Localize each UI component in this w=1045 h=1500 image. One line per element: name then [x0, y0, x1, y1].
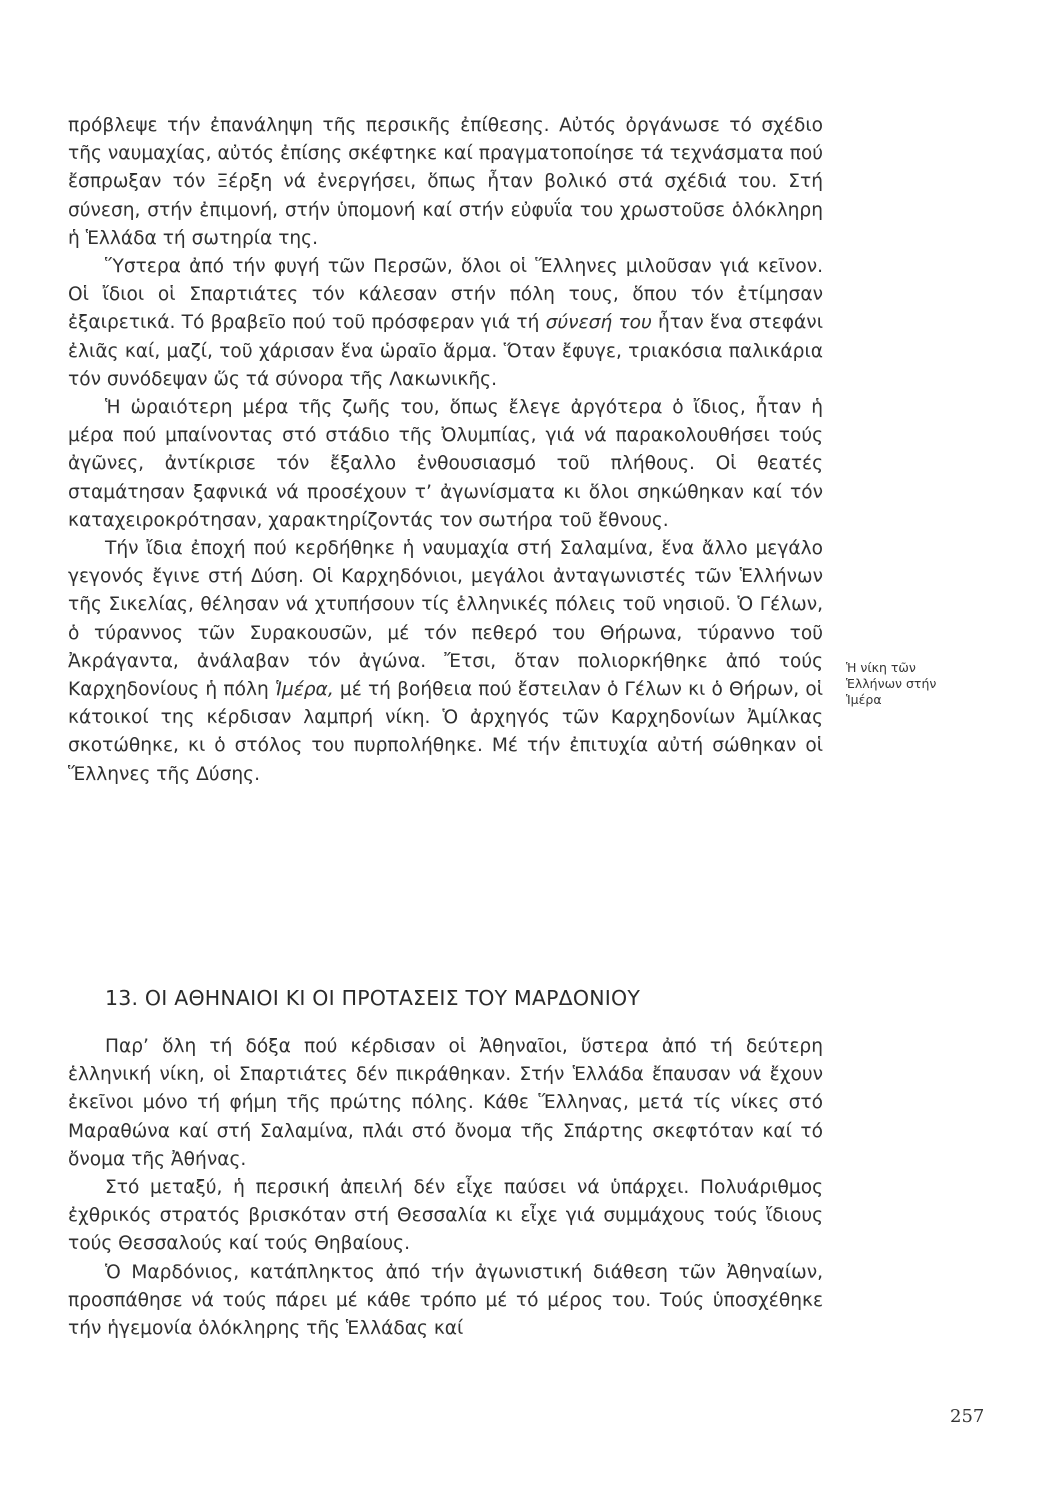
- paragraph-6: Στό μεταξύ, ἡ περσική ἀπειλή δέν εἶχε παύσει νά ὑπάρχει. Πολυάριθμος ἐχθρικός στρατός βρισκόταν στή Θεσσαλία κι εἶχε γιά συμμάχους τούς ἴδιους τούς Θεσσαλούς καί τούς Θηβαίους.: [68, 1177, 823, 1255]
- margin-note-line: Ἑλλήνων στήν: [846, 676, 937, 691]
- page-number: 257: [950, 1406, 985, 1427]
- emphasis-text: Ἱμέρα,: [274, 679, 334, 701]
- paragraph-2: Ὕστερα ἀπό τήν φυγή τῶν Περσῶν, ὅλοι οἱ Ἕλληνες μιλοῦσαν γιά κεῖνον. Οἱ ἴδιοι οἱ Σπαρτιάτες τόν κάλεσαν στήν πόλη τους, ὅπου τόν ἐτίμησαν ἐξαιρετικά. Τό βραβεῖο πού τοῦ πρόσφεραν γιά τή σύνεσή του ἦταν ἕνα στεφάνι ἐλιᾶς καί, μαζί, τοῦ χάρισαν ἕνα ὡραῖο ἅρμα. Ὅταν ἔφυγε, τριακόσια παλικάρια τόν συνόδεψαν ὥς τά σύνορα τῆς Λακωνικῆς.: [68, 256, 823, 390]
- margin-note-line: Ἱμέρα: [846, 692, 882, 707]
- paragraph-7: Ὁ Μαρδόνιος, κατάπληκτος ἀπό τήν ἀγωνιστική διάθεση τῶν Ἀθηναίων, προσπάθησε νά τούς πάρει μέ κάθε τρόπο μέ τό μέρος του. Τούς ὑποσχέθηκε τήν ἡγεμονία ὁλόκληρης τῆς Ἑλλάδας καί: [68, 1261, 823, 1340]
- emphasis-text: σύνεσή του: [545, 312, 652, 334]
- section-heading: 13. ΟΙ ΑΘΗΝΑΙΟΙ ΚΙ ΟΙ ΠΡΟΤΑΣΕΙΣ ΤΟΥ ΜΑΡΔΟΝΙΟΥ: [105, 986, 641, 1010]
- paragraph-4: Τήν ἴδια ἐποχή πού κερδήθηκε ἡ ναυμαχία στή Σαλαμίνα, ἕνα ἄλλο μεγάλο γεγονός ἔγινε στή Δύση. Οἱ Καρχηδόνιοι, μεγάλοι ἀνταγωνιστές τῶν Ἑλλήνων τῆς Σικελίας, θέλησαν νά χτυπήσουν τίς ἑλληνικές πόλεις τοῦ νησιοῦ. Ὁ Γέλων, ὁ τύραννος τῶν Συρακουσῶν, μέ τόν πεθερό του Θήρωνα, τύραννο τοῦ Ἀκράγαντα, ἀνάλαβαν τόν ἀγώνα. Ἔτσι, ὅταν πολιορκήθηκε ἀπό τούς Καρχηδονίους ἡ πόλη Ἱμέρα, μέ τή βοήθεια πού ἔστειλαν ὁ Γέλων κι ὁ Θήρων, οἱ κάτοικοί της κέρδισαν λαμπρή νίκη. Ὁ ἀρχηγός τῶν Καρχηδονίων Ἀμίλκας σκοτώθηκε, κι ὁ στόλος του πυρπολήθηκε. Μέ τήν ἐπιτυχία αὐτή σώθηκαν οἱ Ἕλληνες τῆς Δύσης.: [68, 538, 823, 785]
- paragraph-1: πρόβλεψε τήν ἐπανάληψη τῆς περσικῆς ἐπίθεσης. Αὐτός ὀργάνωσε τό σχέδιο τῆς ναυμαχίας, αὐτός ἐπίσης σκέφτηκε καί πραγματοποίησε τά τεχνάσματα πού ἔσπρωξαν τόν Ξέρξη νά ἐνεργήσει, ὅπως ἦταν βολικό στά σχέδιά του. Στή σύνεση, στήν ἐπιμονή, στήν ὑπομονή καί στήν εὐφυΐα του χρωστοῦσε ὁλόκληρη ἡ Ἑλλάδα τή σωτηρία της.: [68, 115, 823, 249]
- margin-note: [846, 660, 956, 708]
- main-text-bottom: [68, 1033, 823, 1343]
- paragraph-3: Ἡ ὡραιότερη μέρα τῆς ζωῆς του, ὅπως ἔλεγε ἀργότερα ὁ ἴδιος, ἦταν ἡ μέρα πού μπαίνοντας στό στάδιο τῆς Ὀλυμπίας, γιά νά παρακολουθήσει τούς ἀγῶνες, ἀντίκρισε τόν ἔξαλλο ἐνθουσιασμό τοῦ πλήθους. Οἱ θεατές σταμάτησαν ξαφνικά νά προσέχουν τ’ ἀγωνίσματα κι ὅλοι σηκώθηκαν καί τόν καταχειροκρότησαν, χαρακτηρίζοντάς τον σωτήρα τοῦ ἔθνους.: [68, 397, 823, 531]
- paragraph-5: Παρ’ ὅλη τή δόξα πού κέρδισαν οἱ Ἀθηναῖοι, ὕστερα ἀπό τή δεύτερη ἑλληνική νίκη, οἱ Σπαρτιάτες δέν πικράθηκαν. Στήν Ἑλλάδα ἔπαυσαν νά ἔχουν ἐκεῖνοι μόνο τή φήμη τῆς πρώτης πόλης. Κάθε Ἕλληνας, μετά τίς νίκες στό Μαραθώνα καί στή Σαλαμίνα, πλάι στό ὄνομα τῆς Σπάρτης σκεφτόταν καί τό ὄνομα τῆς Ἀθήνας.: [68, 1036, 823, 1170]
- margin-note-line: Ἡ νίκη τῶν: [846, 660, 916, 675]
- main-text-top: [68, 112, 823, 789]
